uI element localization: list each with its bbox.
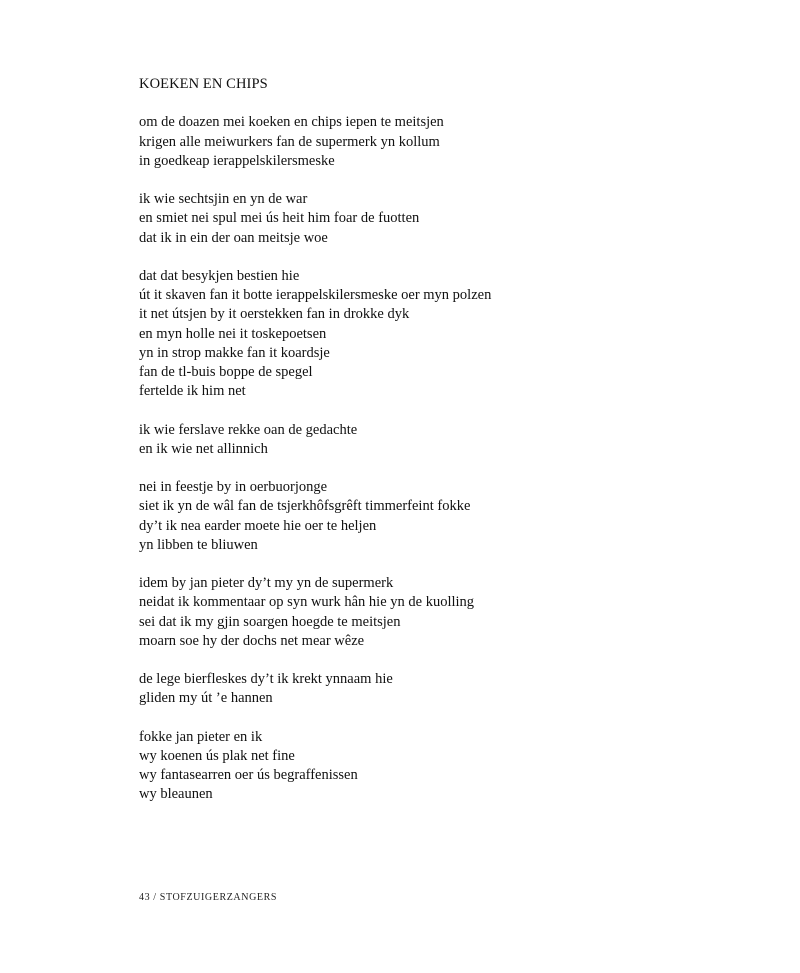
poem-line: wy koenen ús plak net fine: [139, 747, 295, 764]
poem-line: en myn holle nei it toskepoetsen: [139, 325, 327, 342]
poem-line: yn in strop makke fan it koardsje: [139, 344, 330, 361]
poem-line: siet ik yn de wâl fan de tsjerkhôfsgrêft timmerfeint fokke: [139, 498, 471, 515]
stanza-8: [139, 728, 759, 805]
poem: [139, 75, 759, 824]
poem-line: krigen alle meiwurkers fan de supermerk yn kollum: [139, 133, 440, 150]
poem-line: it net útsjen by it oerstekken fan in drokke dyk: [139, 306, 410, 323]
poem-line: fertelde ik him net: [139, 383, 246, 400]
stanza-7: [139, 670, 759, 708]
stanza-2: [139, 190, 759, 248]
poem-line: neidat ik kommentaar op syn wurk hân hie yn de kuolling: [139, 594, 475, 611]
poem-line: yn libben te bliuwen: [139, 536, 258, 553]
poem-line: ik wie sechtsjin en yn de war: [139, 191, 308, 208]
stanza-1: [139, 113, 759, 171]
poem-line: en smiet nei spul mei ús heit him foar de fuotten: [139, 210, 420, 227]
poem-line: sei dat ik my gjin soargen hoegde te meitsjen: [139, 613, 401, 630]
page-footer: 43 / STOFZUIGERZANGERS: [139, 892, 278, 903]
stanza-3: [139, 267, 759, 401]
poem-line: ik wie ferslave rekke oan de gedachte: [139, 421, 358, 438]
poem-line: dat dat besykjen bestien hie: [139, 267, 300, 284]
poem-line: en ik wie net allinnich: [139, 440, 268, 457]
poem-line: in goedkeap ierappelskilersmeske: [139, 152, 335, 169]
poem-line: nei in feestje by in oerbuorjonge: [139, 479, 328, 496]
poem-line: de lege bierfleskes dy’t ik krekt ynnaam hie: [139, 671, 393, 688]
poem-line: dat ik in ein der oan meitsje woe: [139, 229, 328, 246]
poem-line: om de doazen mei koeken en chips iepen te meitsjen: [139, 114, 444, 131]
poem-line: wy fantasearren oer ús begraffenissen: [139, 767, 358, 784]
poem-line: dy’t ik nea earder moete hie oer te heljen: [139, 517, 377, 534]
poem-title: KOEKEN EN CHIPS: [139, 76, 268, 92]
stanza-5: [139, 478, 759, 555]
poem-line: fokke jan pieter en ik: [139, 728, 263, 745]
poem-line: út it skaven fan it botte ierappelskilersmeske oer myn polzen: [139, 287, 492, 304]
poem-line: wy bleaunen: [139, 786, 213, 803]
poem-line: gliden my út ’e hannen: [139, 690, 273, 707]
stanza-4: [139, 421, 759, 459]
stanza-6: [139, 574, 759, 651]
poem-line: moarn soe hy der dochs net mear wêze: [139, 632, 365, 649]
poem-line: fan de tl-buis boppe de spegel: [139, 364, 313, 380]
poem-line: idem by jan pieter dy’t my yn de supermerk: [139, 575, 394, 592]
